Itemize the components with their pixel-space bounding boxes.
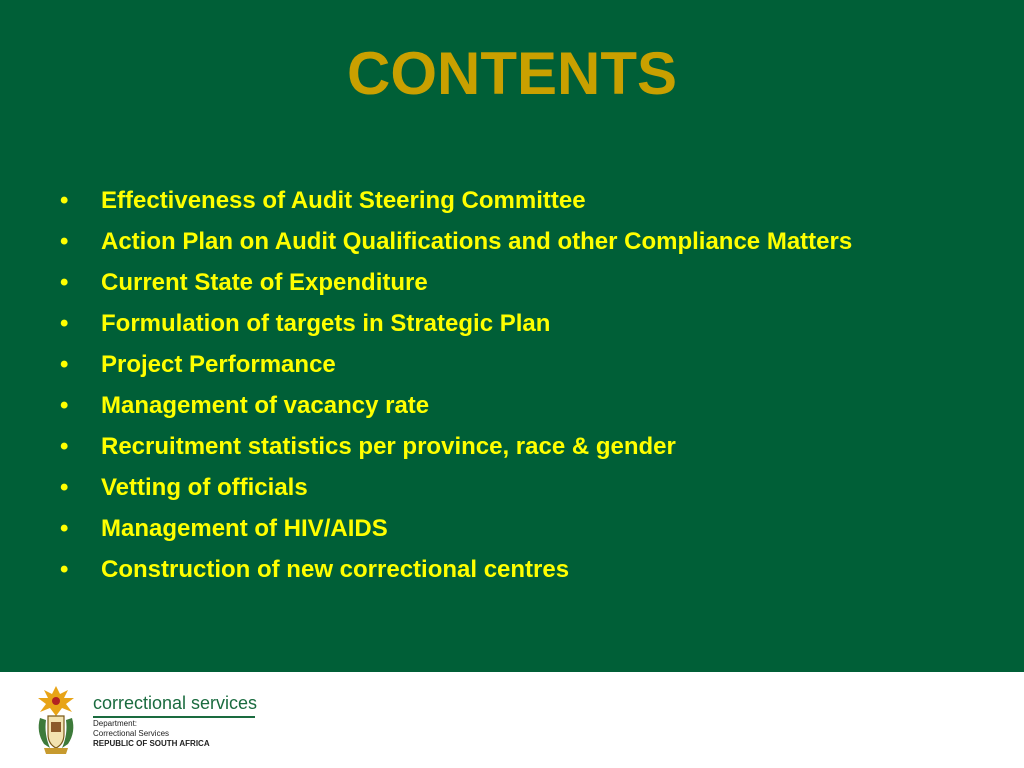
bullet-icon: • (60, 228, 69, 255)
list-item (60, 184, 960, 218)
bullet-icon: • (60, 392, 69, 419)
bullet-icon: • (60, 269, 69, 296)
list-item (60, 266, 960, 300)
coat-of-arms-icon (30, 684, 82, 756)
list-item-text: Formulation of targets in Strategic Plan (101, 310, 551, 337)
bullet-icon: • (60, 556, 69, 583)
list-item-text: Action Plan on Audit Qualifications and other Compliance Matters (101, 228, 853, 255)
list-item-text: Management of vacancy rate (101, 392, 430, 419)
list-item (60, 348, 960, 382)
list-item-text: Effectiveness of Audit Steering Committee (101, 187, 586, 214)
list-item-text: Project Performance (101, 351, 336, 378)
bullet-icon: • (60, 351, 69, 378)
bullet-icon: • (60, 187, 69, 214)
list-item (60, 430, 960, 464)
bullet-icon: • (60, 433, 69, 460)
country-name: REPUBLIC OF SOUTH AFRICA (93, 739, 210, 748)
brand-name: correctional services (93, 693, 258, 713)
brand-divider (93, 716, 255, 718)
dept-name: Correctional Services (93, 729, 170, 738)
slide-title: CONTENTS (347, 40, 677, 107)
department-block (93, 719, 210, 749)
list-item-text: Recruitment statistics per province, race & gender (101, 433, 676, 460)
bullet-icon: • (60, 310, 69, 337)
list-item (60, 471, 960, 505)
contents-list (60, 184, 960, 594)
list-item-text: Vetting of officials (101, 474, 308, 501)
dept-label: Department: (93, 719, 138, 728)
list-item (60, 225, 960, 259)
bullet-icon: • (60, 515, 69, 542)
list-item-text: Construction of new correctional centres (101, 556, 570, 583)
list-item-text: Current State of Expenditure (101, 269, 428, 296)
list-item (60, 307, 960, 341)
bullet-icon: • (60, 474, 69, 501)
list-item (60, 512, 960, 546)
list-item (60, 553, 960, 587)
list-item-text: Management of HIV/AIDS (101, 515, 388, 542)
list-item (60, 389, 960, 423)
